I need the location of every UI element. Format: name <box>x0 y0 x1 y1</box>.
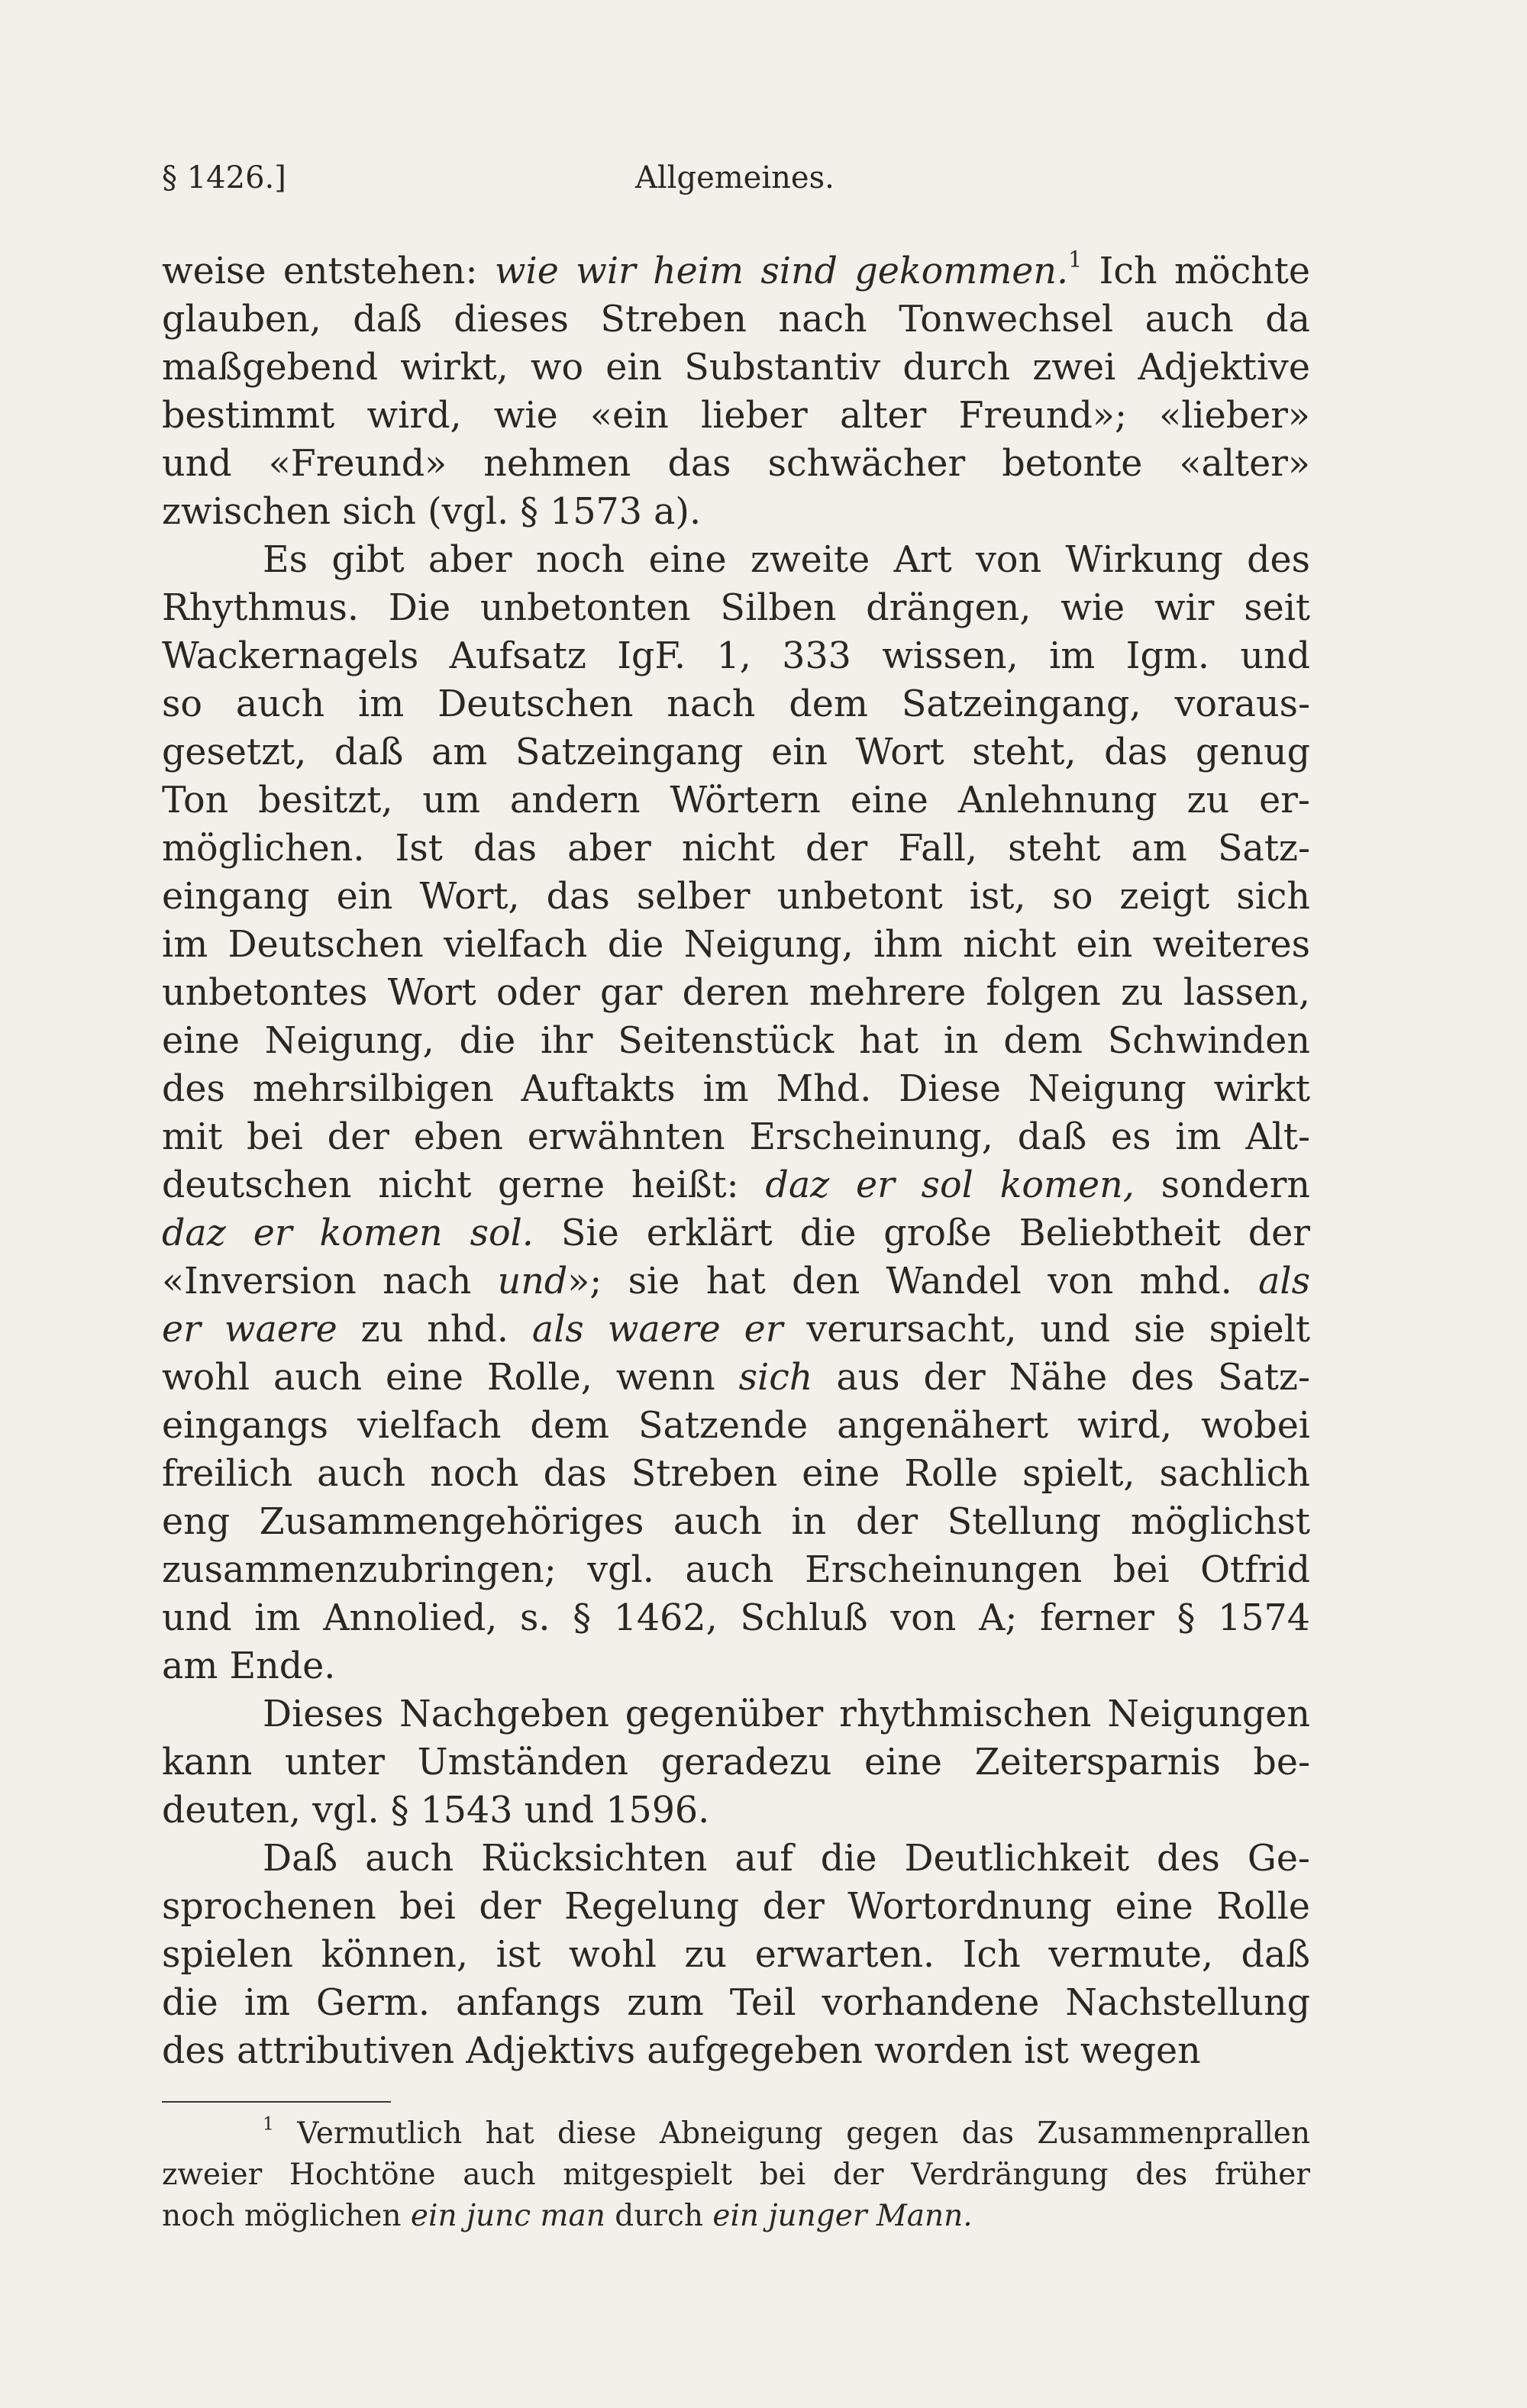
italic-example: sich <box>738 1357 813 1399</box>
body-line <box>162 632 1310 680</box>
footnote-marker: 1 <box>263 2113 274 2135</box>
body-line <box>162 247 1310 295</box>
body-text <box>162 247 1310 2075</box>
text-run: eingangs vielfach dem Satzende angenähert wird, wobei <box>162 1405 1310 1447</box>
text-run: noch möglichen <box>162 2199 411 2233</box>
text-run: bestimmt wird, wie «ein lieber alter Freund»; «lieber» <box>162 395 1310 437</box>
section-number: § 1426.] <box>162 160 286 195</box>
body-line <box>162 1161 1310 1209</box>
text-run: Wackernagels Aufsatz IgF. 1, 333 wissen, im Igm. und <box>162 635 1310 677</box>
footnote-line <box>162 2155 1310 2196</box>
body-line <box>162 1450 1310 1498</box>
body-line <box>162 440 1310 488</box>
text-run: im Deutschen vielfach die Neigung, ihm nicht ein weiteres <box>162 924 1310 966</box>
text-run: »; sie hat den Wandel von mhd. <box>567 1260 1259 1302</box>
text-run: des mehrsilbigen Auftakts im Mhd. Diese Neigung wirkt <box>162 1068 1310 1110</box>
running-header <box>162 160 1310 206</box>
text-run: deutschen nicht gerne heißt: <box>162 1164 766 1206</box>
body-line <box>162 1787 1310 1835</box>
text-run: am Ende. <box>162 1645 336 1687</box>
text-run: deuten, vgl. § 1543 und 1596. <box>162 1790 710 1832</box>
text-run: durch <box>605 2199 713 2233</box>
text-run: Vermutlich hat diese Abneigung gegen das Zusammenprallen <box>273 2116 1310 2151</box>
body-line <box>162 969 1310 1017</box>
body-line <box>162 1931 1310 1979</box>
body-line <box>162 1402 1310 1450</box>
italic-example: daz er komen sol. <box>162 1212 534 1254</box>
body-line <box>162 1257 1310 1306</box>
body-line <box>162 344 1310 392</box>
body-line <box>162 536 1310 584</box>
italic-example: daz er sol komen, <box>765 1164 1135 1206</box>
body-line <box>162 1690 1310 1738</box>
text-run: die im Germ. anfangs zum Teil vorhandene Nachstellung <box>162 1982 1310 2024</box>
footnote-line <box>162 2196 1310 2237</box>
body-line <box>162 1498 1310 1546</box>
body-line <box>162 1738 1310 1787</box>
text-run: sondern <box>1134 1164 1311 1206</box>
text-run: freilich auch noch das Streben eine Rolle spielt, sachlich <box>162 1453 1310 1495</box>
body-line <box>162 2027 1310 2075</box>
italic-example: er waere <box>162 1309 337 1351</box>
text-run: eng Zusammengehöriges auch in der Stellung möglichst <box>162 1501 1310 1543</box>
text-run: zwischen sich (vgl. § 1573 a). <box>162 491 702 533</box>
italic-example: ein junc man <box>410 2199 605 2233</box>
text-run: und «Freund» nehmen das schwächer betonte «alter» <box>162 443 1310 485</box>
footnote-line <box>162 2113 1310 2155</box>
italic-example: ein junger Mann. <box>712 2199 973 2233</box>
text-run: sprochenen bei der Regelung der Wortordnung eine Rolle <box>162 1886 1310 1928</box>
text-run: unbetontes Wort oder gar deren mehrere folgen zu lassen, <box>162 972 1310 1014</box>
text-run: wohl auch eine Rolle, wenn <box>162 1357 739 1399</box>
text-run: zu nhd. <box>337 1309 532 1351</box>
text-run: Sie erklärt die große Beliebtheit der <box>533 1212 1310 1254</box>
text-run: möglichen. Ist das aber nicht der Fall, steht am Satz- <box>162 828 1310 870</box>
body-line <box>162 1594 1310 1642</box>
text-run: des attributiven Adjektivs aufgegeben worden ist wegen <box>162 2030 1201 2072</box>
text-run: Es gibt aber noch eine zweite Art von Wirkung des <box>263 539 1310 581</box>
text-run: verursacht, und sie spielt <box>783 1309 1310 1351</box>
text-run: eingang ein Wort, das selber unbetont ist, so zeigt sich <box>162 876 1310 918</box>
italic-example: als <box>1258 1260 1310 1302</box>
text-run: Daß auch Rücksichten auf die Deutlichkeit des Ge- <box>263 1838 1310 1880</box>
text-run: «Inversion nach <box>162 1260 498 1302</box>
text-run: glauben, daß dieses Streben nach Tonwechsel auch da <box>162 299 1310 341</box>
body-line <box>162 728 1310 776</box>
italic-example: als waere er <box>531 1309 783 1351</box>
text-run: spielen können, ist wohl zu erwarten. Ich vermute, daß <box>162 1934 1310 1976</box>
footnote <box>162 2113 1310 2237</box>
body-line <box>162 1209 1310 1257</box>
body-line <box>162 392 1310 440</box>
body-line <box>162 488 1310 536</box>
text-run: zweier Hochtöne auch mitgespielt bei der Verdrängung des früher <box>162 2158 1310 2192</box>
body-line <box>162 1065 1310 1113</box>
text-run: eine Neigung, die ihr Seitenstück hat in dem Schwinden <box>162 1020 1310 1062</box>
body-line <box>162 921 1310 969</box>
running-title: Allgemeines. <box>635 160 835 195</box>
text-run: weise entstehen: <box>162 250 495 292</box>
body-line <box>162 1354 1310 1402</box>
body-line <box>162 1642 1310 1690</box>
italic-example: und <box>497 1260 568 1302</box>
body-line <box>162 1835 1310 1883</box>
body-line <box>162 825 1310 873</box>
text-run: Ich möchte <box>1082 250 1310 292</box>
body-line <box>162 873 1310 921</box>
body-line <box>162 584 1310 632</box>
text-run: so auch im Deutschen nach dem Satzeingang, voraus- <box>162 683 1310 725</box>
body-line <box>162 1883 1310 1931</box>
text-run: Rhythmus. Die unbetonten Silben drängen, wie wir seit <box>162 587 1310 629</box>
text-run: mit bei der eben erwähnten Erscheinung, daß es im Alt- <box>162 1116 1310 1158</box>
italic-example: wie wir heim sind gekommen. <box>494 250 1069 292</box>
text-run: maßgebend wirkt, wo ein Substantiv durch zwei Adjektive <box>162 347 1310 389</box>
body-line <box>162 1979 1310 2027</box>
body-line <box>162 1306 1310 1354</box>
footnote-marker: 1 <box>1068 247 1083 273</box>
footnote-rule <box>162 2101 391 2103</box>
body-line <box>162 776 1310 825</box>
text-run: aus der Nähe des Satz- <box>812 1357 1310 1399</box>
body-line <box>162 295 1310 344</box>
body-line <box>162 1546 1310 1594</box>
body-line <box>162 1113 1310 1161</box>
text-run: zusammenzubringen; vgl. auch Erscheinungen bei Otfrid <box>162 1549 1310 1591</box>
text-run: und im Annolied, s. § 1462, Schluß von A; ferner § 1574 <box>162 1597 1310 1639</box>
body-line <box>162 680 1310 728</box>
body-line <box>162 1017 1310 1065</box>
text-run: Dieses Nachgeben gegenüber rhythmischen Neigungen <box>263 1693 1310 1735</box>
text-run: gesetzt, daß am Satzeingang ein Wort steht, das genug <box>162 731 1310 773</box>
text-run: kann unter Umständen geradezu eine Zeitersparnis be- <box>162 1741 1310 1783</box>
text-run: Ton besitzt, um andern Wörtern eine Anlehnung zu er- <box>162 780 1310 821</box>
